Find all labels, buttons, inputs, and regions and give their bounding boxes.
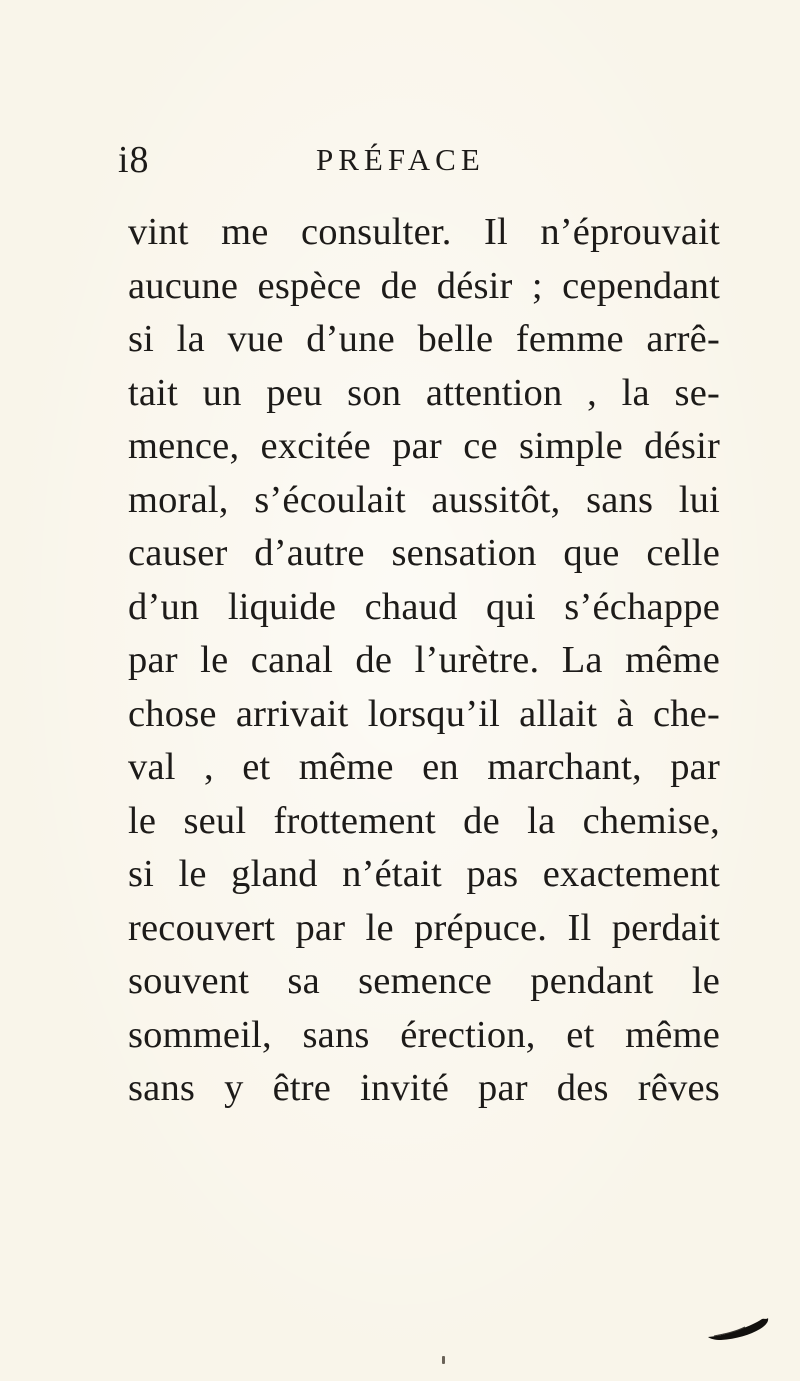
text-line: sommeil, sans érection, et même (128, 1013, 720, 1056)
text-line: vint me consulter. Il n’éprouvait (128, 211, 720, 253)
text-line: souvent sa semence pendant le (128, 960, 720, 1002)
text-line: causer d’autre sensation que celle (128, 532, 720, 574)
text-line: recouvert par le prépuce. Il perdait (128, 906, 720, 949)
print-speck (442, 1356, 445, 1364)
text-line: aucune espèce de désir ; cependant (128, 264, 720, 307)
text-line: le seul frottement de la chemise, (128, 799, 720, 842)
text-line: si le gland n’était pas exactement (128, 853, 720, 895)
text-line: mence, excitée par ce simple désir (128, 425, 720, 467)
page-header (118, 134, 678, 186)
text-line: val , et même en marchant, par (128, 746, 720, 788)
text-line: chose arrivait lorsqu’il allait à che- (128, 692, 720, 735)
text-line: si la vue d’une belle femme arrê- (128, 318, 720, 360)
text-line: d’un liquide chaud qui s’échappe (128, 585, 720, 628)
text-line: tait un peu son attention , la se- (128, 371, 720, 414)
text-line: par le canal de l’urètre. La même (128, 639, 720, 681)
text-line: moral, s’écoulait aussitôt, sans lui (128, 478, 720, 521)
running-head: PRÉFACE (316, 142, 485, 177)
page-number: i8 (118, 139, 150, 181)
body-text (128, 206, 720, 1116)
text-line: sans y être invité par des rêves (128, 1067, 720, 1109)
ink-stain-icon (706, 1315, 772, 1341)
